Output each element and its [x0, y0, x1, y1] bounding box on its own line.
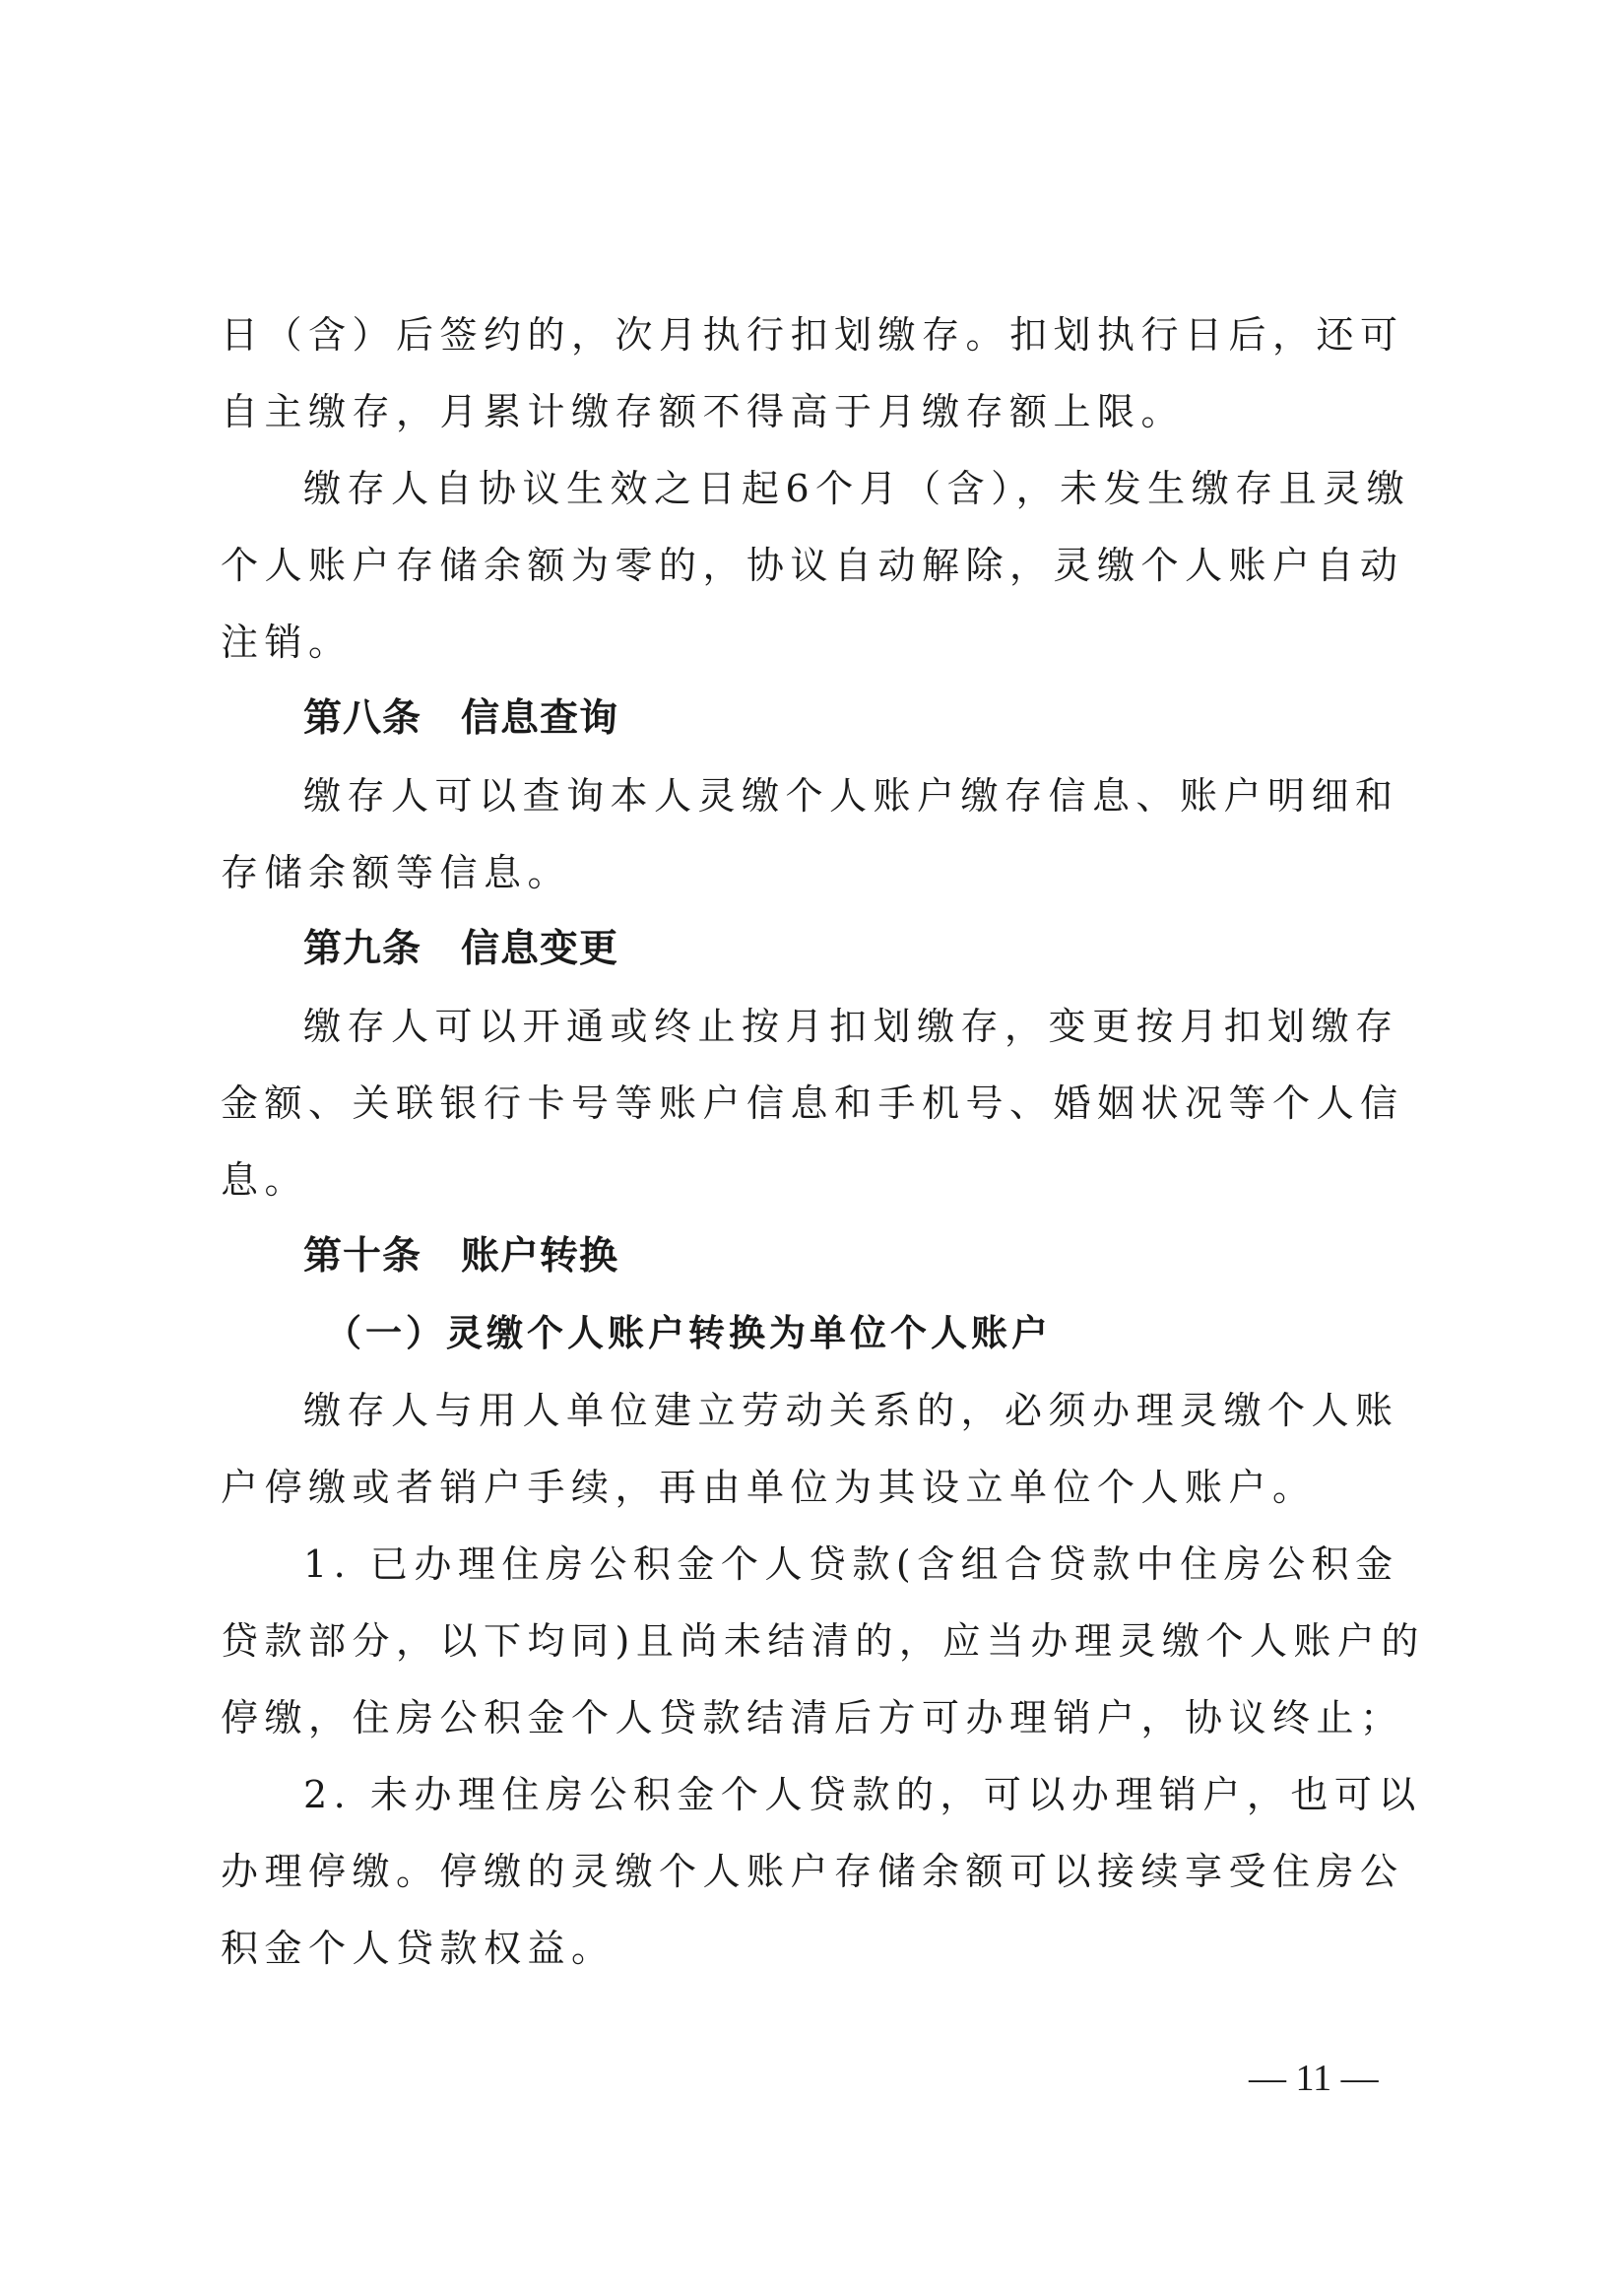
body-line: 个人账户存储余额为零的，协议自动解除，灵缴个人账户自动 — [221, 544, 1404, 587]
body-line: 缴存人与用人单位建立劳动关系的，必须办理灵缴个人账 — [303, 1389, 1399, 1432]
body-line: 缴存人可以开通或终止按月扣划缴存，变更按月扣划缴存 — [303, 1005, 1399, 1048]
body-line: 停缴，住房公积金个人贷款结清后方可办理销户，协议终止； — [221, 1696, 1404, 1739]
body-line: 缴存人自协议生效之日起6个月（含），未发生缴存且灵缴 — [303, 467, 1411, 510]
page-number: — 11 — — [1249, 2058, 1379, 2099]
body-line: 贷款部分，以下均同)且尚未结清的，应当办理灵缴个人账户的 — [221, 1619, 1425, 1663]
body-line: 日（含）后签约的，次月执行扣划缴存。扣划执行日后，还可 — [221, 313, 1404, 357]
article-heading: 第九条 信息变更 — [303, 927, 619, 971]
body-line: 息。 — [221, 1158, 309, 1202]
body-line: 户停缴或者销户手续，再由单位为其设立单位个人账户。 — [221, 1466, 1317, 1509]
body-line: 注销。 — [221, 621, 353, 664]
body-line: 自主缴存，月累计缴存额不得高于月缴存额上限。 — [221, 390, 1186, 433]
body-line: 缴存人可以查询本人灵缴个人账户缴存信息、账户明细和 — [303, 774, 1399, 818]
body-line: 金额、关联银行卡号等账户信息和手机号、婚姻状况等个人信 — [221, 1082, 1404, 1125]
body-line: 办理停缴。停缴的灵缴个人账户存储余额可以接续享受住房公 — [221, 1850, 1404, 1893]
article-heading: 第十条 账户转换 — [303, 1234, 619, 1279]
body-line: 1. 已办理住房公积金个人贷款(含组合贷款中住房公积金 — [303, 1542, 1399, 1586]
body-line: 2. 未办理住房公积金个人贷款的，可以办理销户，也可以 — [303, 1773, 1422, 1816]
body-line: 积金个人贷款权益。 — [221, 1927, 616, 1970]
body-line: 存储余额等信息。 — [221, 851, 572, 894]
article-heading: 第八条 信息查询 — [303, 696, 619, 741]
section-subheading: （一）灵缴个人账户转换为单位个人账户 — [325, 1312, 1052, 1354]
